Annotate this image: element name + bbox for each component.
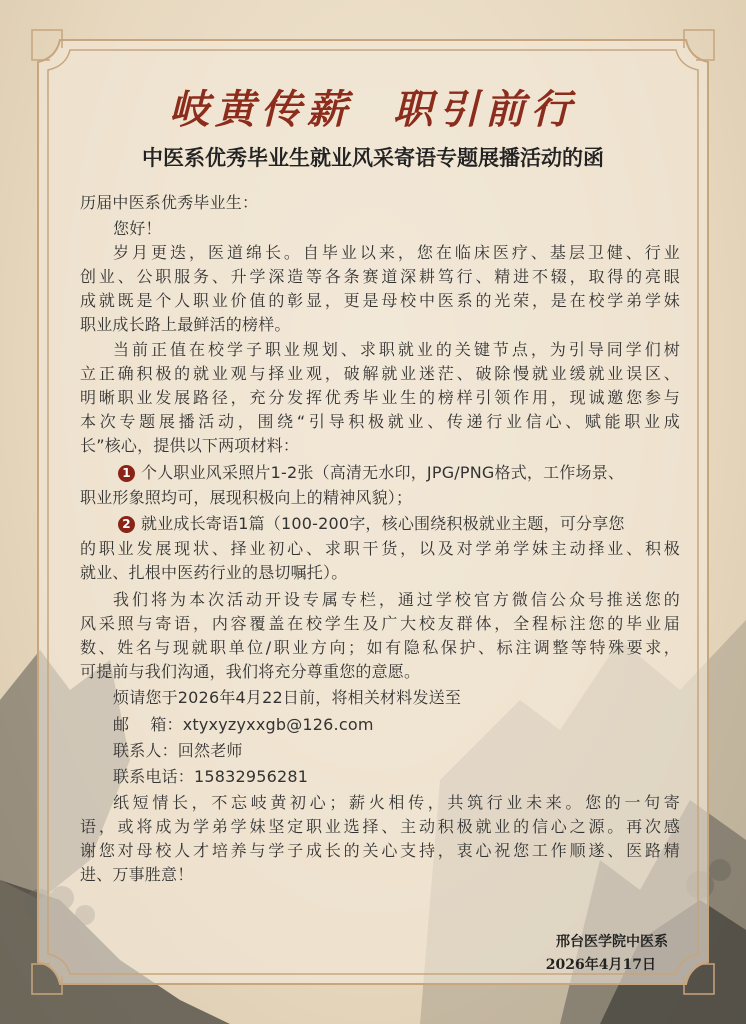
paragraph-3-line: 数、姓名与现就职单位/职业方向；如有隐私保护、标注调整等特殊要求， <box>80 638 680 657</box>
list-item-2 <box>118 511 680 534</box>
contact-person: 联系人：回然老师 <box>113 741 243 760</box>
paragraph-3-line: 可提前与我们沟通，我们将充分尊重您的意愿。 <box>80 662 421 681</box>
paragraph-4-line: 纸短情长，不忘岐黄初心；薪火相传，共筑行业未来。您的一句寄 <box>113 793 680 812</box>
contact-phone: 联系电话：15832956281 <box>113 767 309 786</box>
paragraph-1-line: 创业、公职服务、升学深造等各条赛道深耕笃行、精进不辍，取得的亮眼 <box>80 267 680 286</box>
paragraph-3-line: 我们将为本次活动开设专属专栏，通过学校官方微信公众号推送您的 <box>113 590 680 609</box>
list-item-2-text: 就业成长寄语1篇（100-200字，核心围绕积极就业主题，可分享您 <box>141 514 625 533</box>
paragraph-2-line: 立正确积极的就业观与择业观，破解就业迷茫、破除慢就业缓就业误区、 <box>80 364 680 383</box>
paragraph-1-line: 岁月更迭，医道绵长。自毕业以来，您在临床医疗、基层卫健、行业 <box>113 243 680 262</box>
paragraph-4-line: 谢您对母校人才培养与学子成长的关心支持，衷心祝您工作顺遂、医路精 <box>80 841 680 860</box>
list-item-2-continuation: 的职业发展现状、择业初心、求职干货，以及对学弟学妹主动择业、积极 <box>80 539 680 558</box>
deadline-text: 烦请您于2026年4月22日前，将相关材料发送至 <box>113 688 462 707</box>
list-item-1-text: 个人职业风采照片1-2张（高清无水印，JPG/PNG格式，工作场景、 <box>141 463 625 482</box>
paragraph-2-line: 当前正值在校学子职业规划、求职就业的关键节点，为引导同学们树 <box>113 340 680 359</box>
list-item-2-continuation: 就业、扎根中医药行业的恳切嘱托）。 <box>80 563 348 582</box>
number-badge-icon: 1 <box>118 465 135 482</box>
paragraph-1-line: 职业成长路上最鲜活的榜样。 <box>80 315 291 334</box>
paragraph-3-line: 风采照与寄语，内容覆盖在校学生及广大校友群体，全程标注您的毕业届 <box>80 614 680 633</box>
paragraph-2-line: 长”核心，提供以下两项材料： <box>80 436 300 455</box>
paragraph-2-line: 本次专题展播活动，围绕“引导积极就业、传递行业信心、赋能职业成 <box>80 412 680 431</box>
email-line: 邮 箱：xtyxyzyxxgb@126.com <box>113 715 374 734</box>
signature-organization: 邢台医学院中医系 <box>556 934 668 950</box>
paragraph-4-line: 进、万事胜意！ <box>80 865 194 884</box>
salutation: 历届中医系优秀毕业生： <box>80 193 259 212</box>
list-item-1-continuation: 职业形象照均可，展现积极向上的精神风貌）； <box>80 488 413 507</box>
paragraph-2-line: 明晰职业发展路径，充分发挥优秀毕业生的榜样引领作用，现诚邀您参与 <box>80 388 680 407</box>
paragraph-4-line: 语，或将成为学弟学妹坚定职业选择、主动积极就业的信心之源。再次感 <box>80 817 680 836</box>
list-item-1 <box>118 460 680 483</box>
signature-date: 2026年4月17日 <box>545 957 656 973</box>
greeting: 您好！ <box>113 219 162 238</box>
paragraph-1-line: 成就既是个人职业价值的彰显，更是母校中医系的光荣，是在校学弟学妹 <box>80 291 680 310</box>
number-badge-icon: 2 <box>118 516 135 533</box>
letter-subtitle: 中医系优秀毕业生就业风采寄语专题展播活动的函 <box>142 145 604 170</box>
letter-heading: 岐黄传薪 职引前行 <box>169 86 577 133</box>
